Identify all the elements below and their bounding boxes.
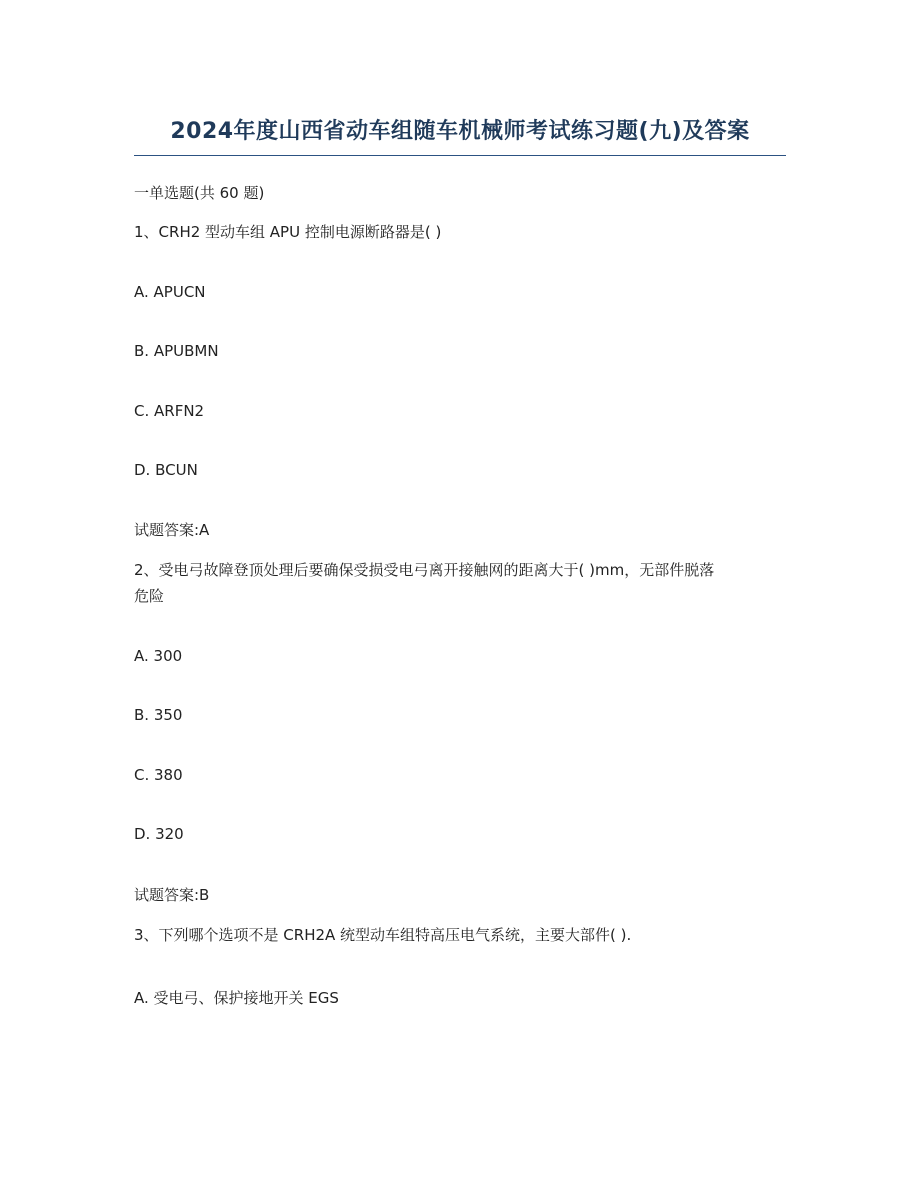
question-1-option-d: D. BCUN: [134, 461, 198, 479]
question-1-stem: 1、CRH2 型动车组 APU 控制电源断路器是( ): [134, 223, 442, 241]
question-1-option-c: C. ARFN2: [134, 402, 205, 420]
question-2-stem-line-1: 2、受电弓故障登顶处理后要确保受损受电弓离开接触网的距离大于( )mm，无部件脱落: [134, 561, 715, 579]
question-2-option-a: A. 300: [134, 647, 183, 665]
question-1-option-b: B. APUBMN: [134, 342, 219, 360]
question-2-stem-line-2: 危险: [134, 587, 165, 605]
question-3-stem: 3、下列哪个选项不是 CRH2A 统型动车组特高压电气系统，主要大部件( ).: [134, 926, 632, 944]
document-title: 2024年度山西省动车组随车机械师考试练习题(九)及答案: [170, 119, 750, 144]
title-divider: [134, 155, 786, 156]
section-header: 一单选题(共 60 题): [134, 184, 265, 202]
question-1-option-a: A. APUCN: [134, 283, 206, 301]
question-2-option-d: D. 320: [134, 825, 184, 843]
question-3-option-a: A. 受电弓、保护接地开关 EGS: [134, 989, 339, 1007]
question-1-answer: 试题答案:A: [134, 521, 210, 539]
question-2-option-c: C. 380: [134, 766, 183, 784]
question-2-option-b: B. 350: [134, 706, 183, 724]
question-2-answer: 试题答案:B: [134, 886, 210, 904]
